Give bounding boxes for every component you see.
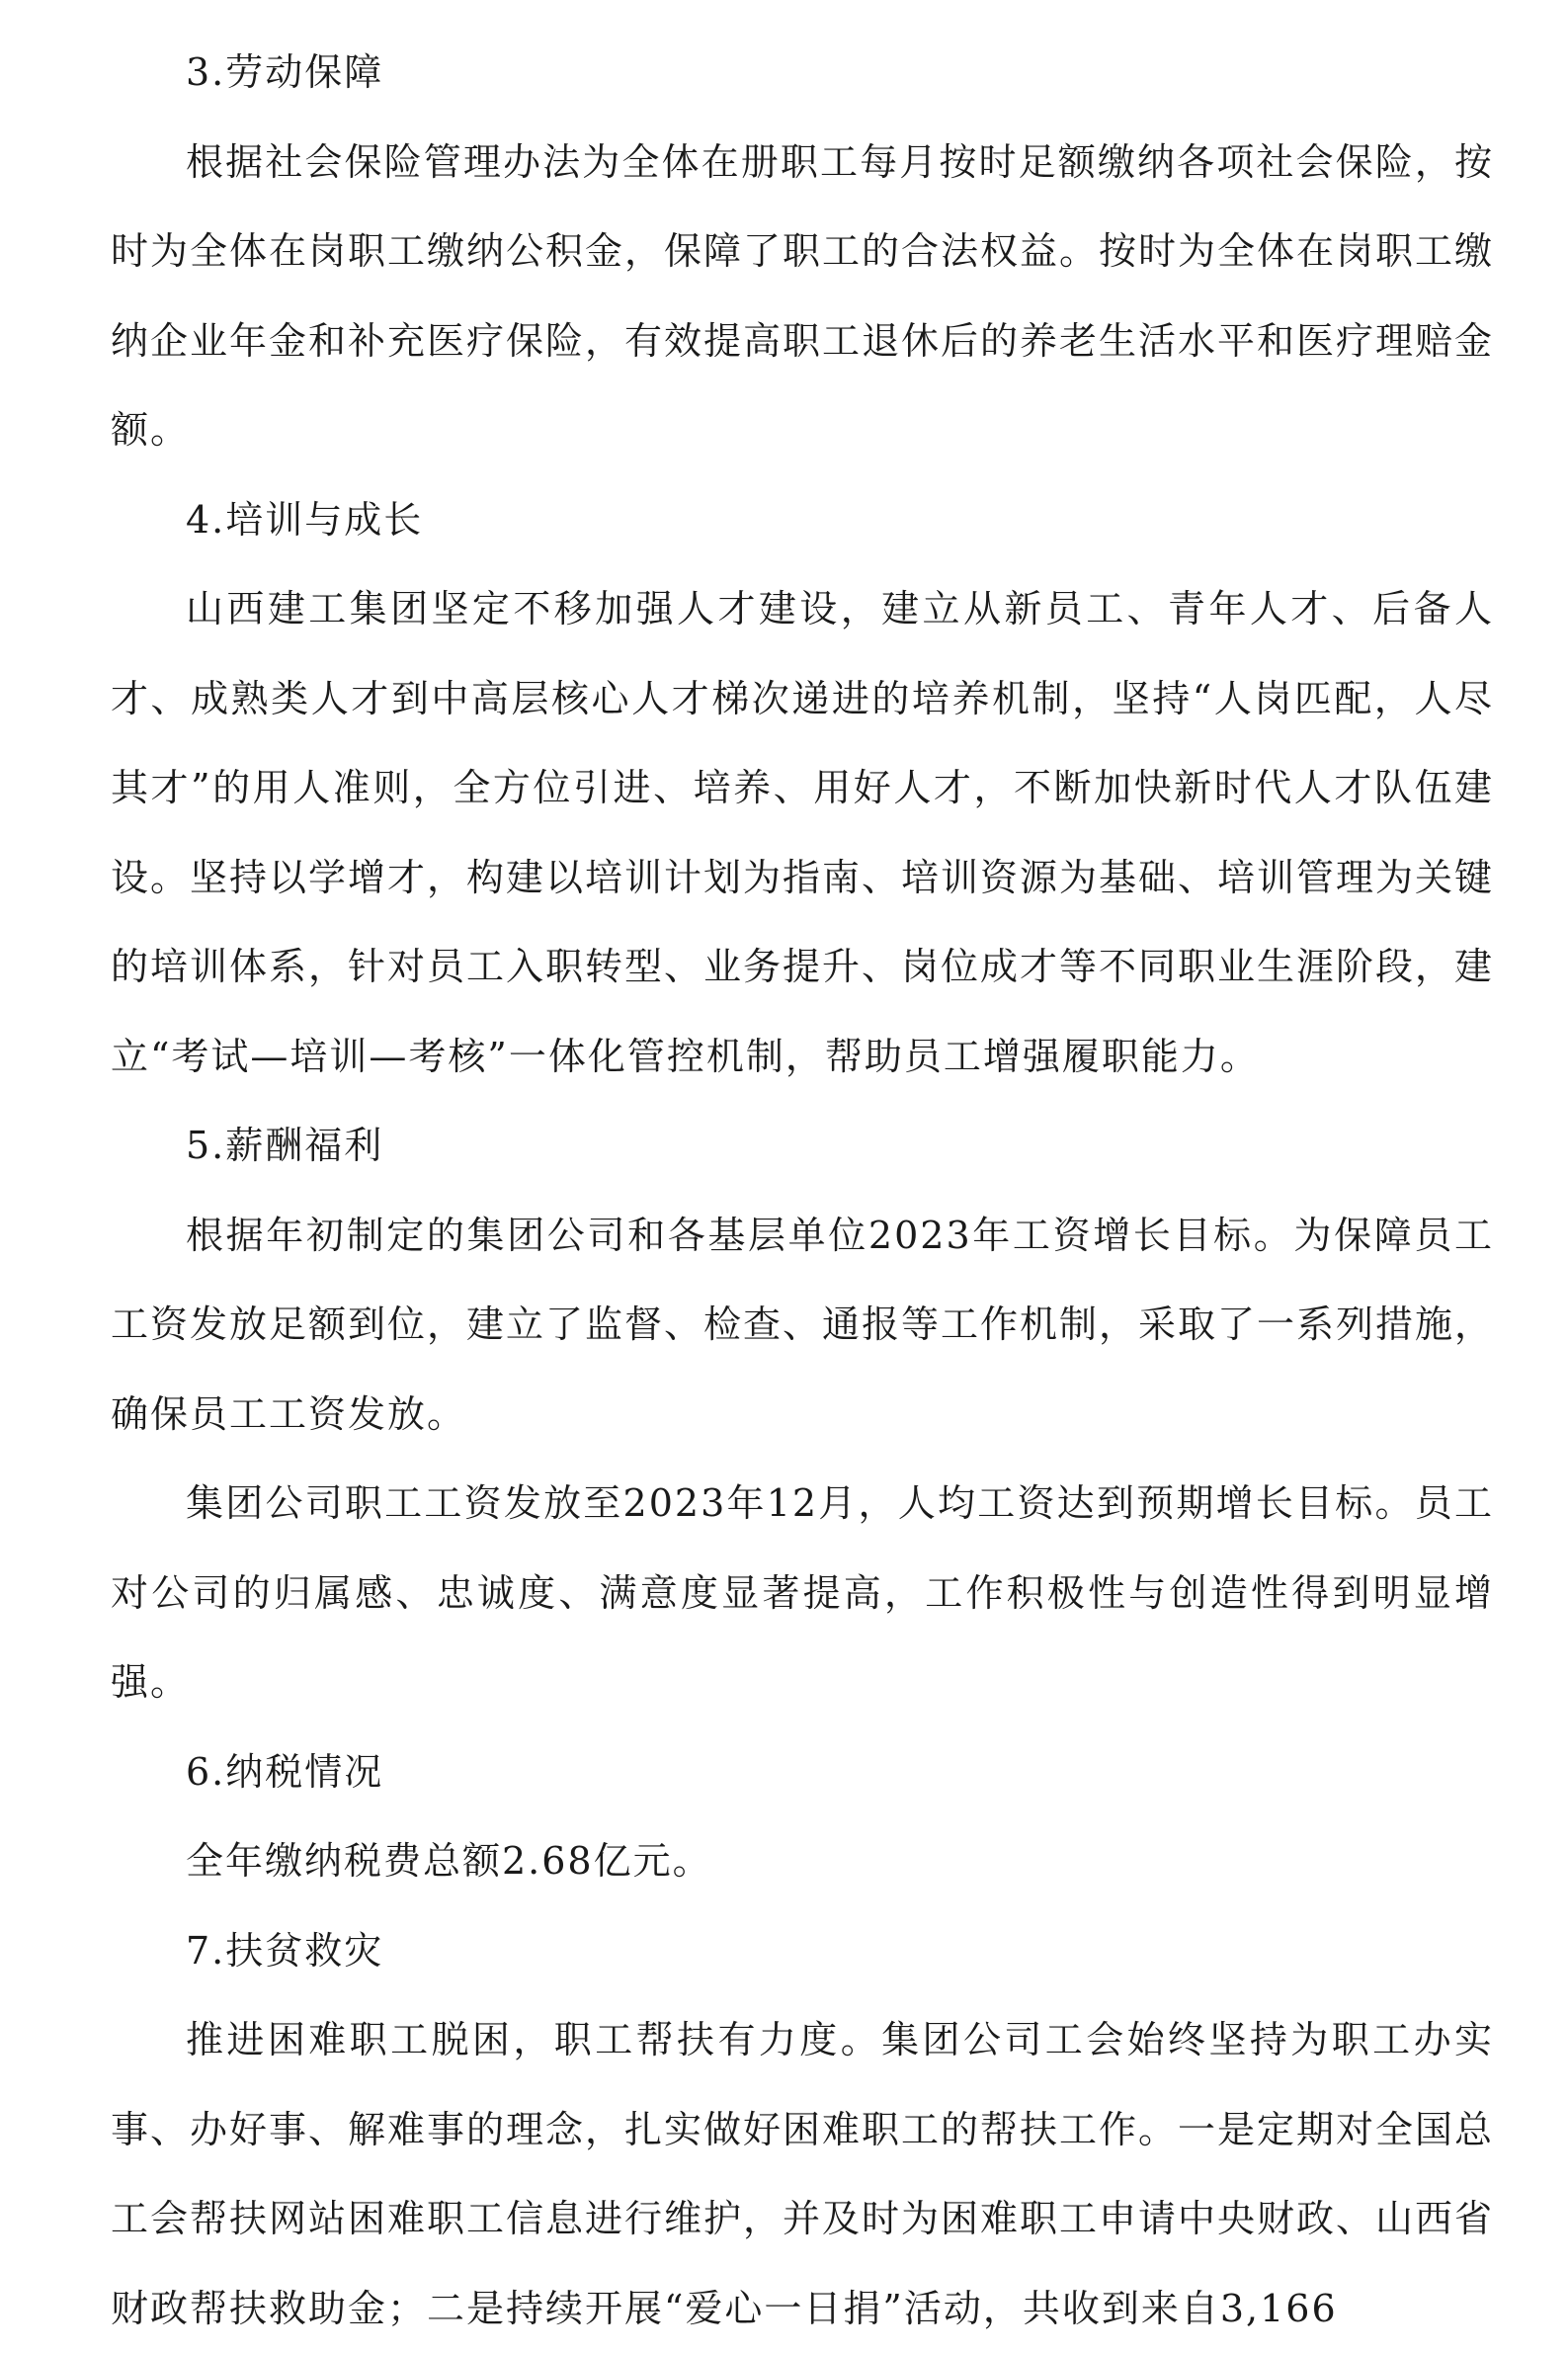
section-tax-payment — [111, 1727, 1494, 1906]
section-heading: 7.扶贫救灾 — [111, 1906, 1494, 1996]
paragraph: 根据年初制定的集团公司和各基层单位2023年工资增长目标。为保障员工工资发放足额到位，建立了监督、检查、通报等工作机制，采取了一系列措施，确保员工工资发放。 — [111, 1191, 1494, 1460]
section-heading: 4.培训与成长 — [111, 475, 1494, 565]
section-heading: 5.薪酬福利 — [111, 1101, 1494, 1191]
section-training-growth — [111, 475, 1494, 1102]
paragraph: 根据社会保险管理办法为全体在册职工每月按时足额缴纳各项社会保险，按时为全体在岗职工缴纳公积金，保障了职工的合法权益。按时为全体在岗职工缴纳企业年金和补充医疗保险，有效提高职工退休后的养老生活水平和医疗理赔金额。 — [111, 118, 1494, 475]
section-labor-security — [111, 28, 1494, 475]
document-page — [111, 28, 1494, 2353]
section-heading: 6.纳税情况 — [111, 1727, 1494, 1817]
section-heading: 3.劳动保障 — [111, 28, 1494, 118]
paragraph: 全年缴纳税费总额2.68亿元。 — [111, 1816, 1494, 1906]
paragraph: 集团公司职工工资发放至2023年12月，人均工资达到预期增长目标。员工对公司的归属感、忠诚度、满意度显著提高，工作积极性与创造性得到明显增强。 — [111, 1459, 1494, 1727]
section-poverty-relief — [111, 1906, 1494, 2353]
paragraph: 推进困难职工脱困，职工帮扶有力度。集团公司工会始终坚持为职工办实事、办好事、解难事的理念，扎实做好困难职工的帮扶工作。一是定期对全国总工会帮扶网站困难职工信息进行维护，并及时为困难职工申请中央财政、山西省财政帮扶救助金；二是持续开展“爱心一日捐”活动，共收到来自3,166 — [111, 1995, 1494, 2353]
section-salary-benefits — [111, 1101, 1494, 1727]
paragraph: 山西建工集团坚定不移加强人才建设，建立从新员工、青年人才、后备人才、成熟类人才到中高层核心人才梯次递进的培养机制，坚持“人岗匹配，人尽其才”的用人准则，全方位引进、培养、用好人才，不断加快新时代人才队伍建设。坚持以学增才，构建以培训计划为指南、培训资源为基础、培训管理为关键的培训体系，针对员工入职转型、业务提升、岗位成才等不同职业生涯阶段，建立“考试—培训—考核”一体化管控机制，帮助员工增强履职能力。 — [111, 564, 1494, 1101]
